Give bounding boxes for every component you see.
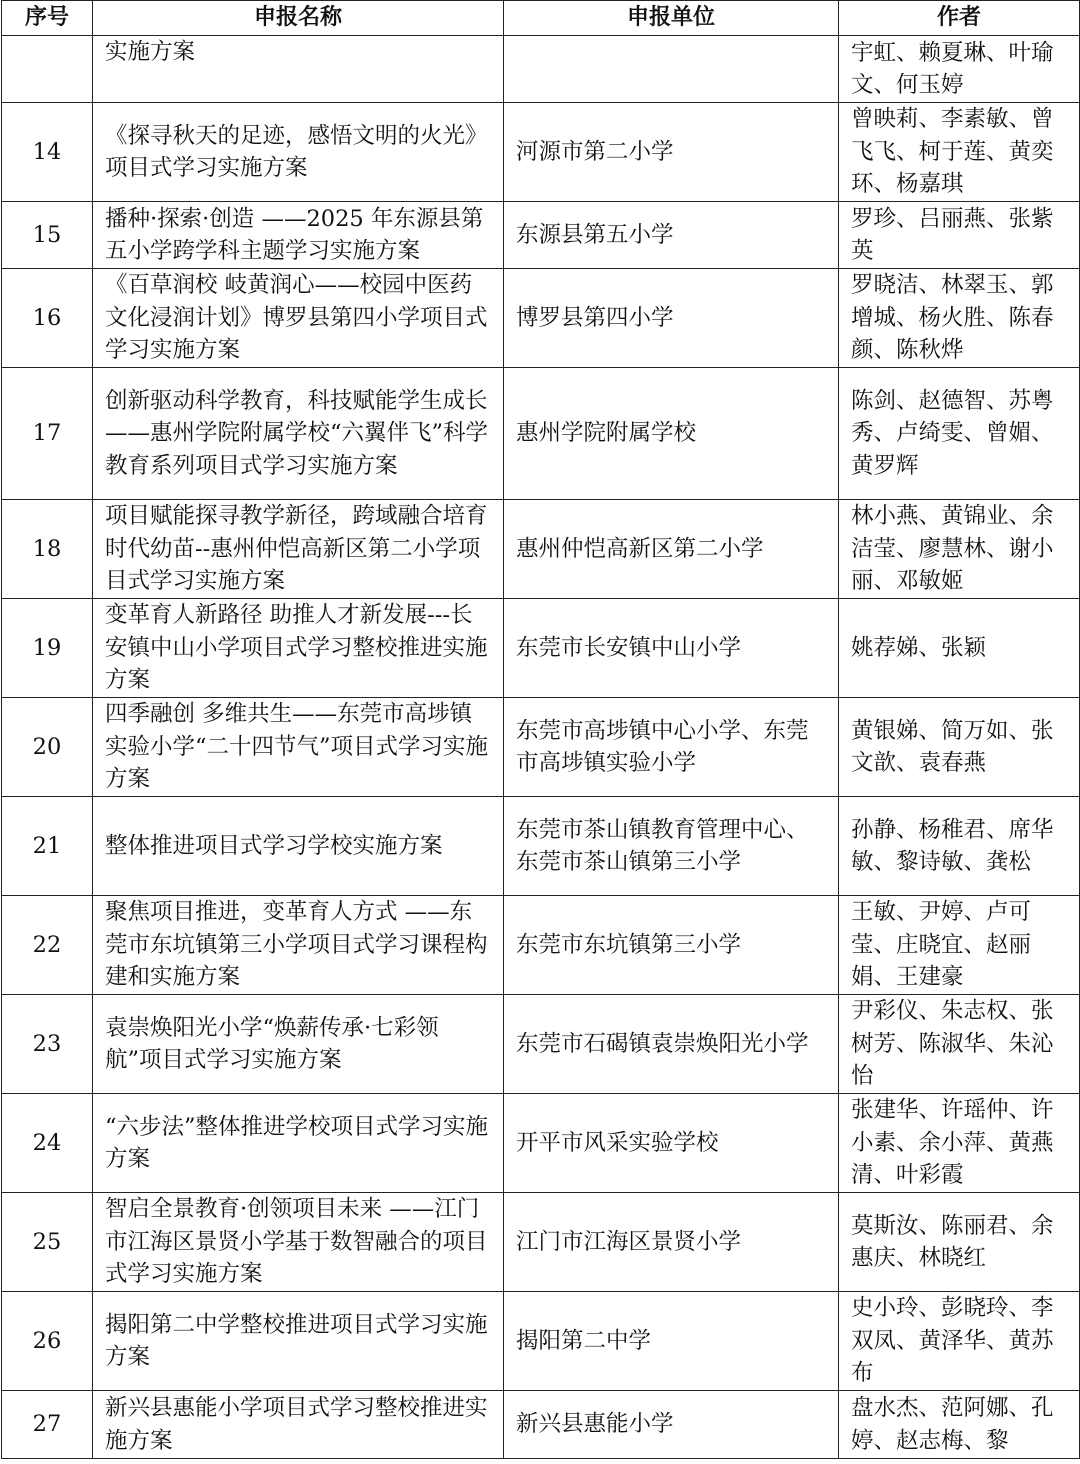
row-num: 16 [2, 269, 93, 368]
row-authors: 莫斯汝、陈丽君、余惠庆、林晓红 [839, 1193, 1080, 1292]
row-unit: 东莞市长安镇中山小学 [504, 599, 839, 698]
table-row [2, 269, 1080, 368]
row-name: 实施方案 [93, 36, 504, 103]
row-authors: 孙静、杨稚君、席华敏、黎诗敏、龚松 [839, 797, 1080, 896]
row-unit: 惠州学院附属学校 [504, 368, 839, 500]
row-authors: 盘水杰、范阿娜、孔婷、赵志梅、黎 [839, 1391, 1080, 1459]
row-authors: 宇虹、赖夏琳、叶瑜文、何玉婷 [839, 36, 1080, 103]
row-num: 17 [2, 368, 93, 500]
row-name: 新兴县惠能小学项目式学习整校推进实施方案 [93, 1391, 504, 1459]
row-num [2, 36, 93, 103]
row-authors: 姚荐娣、张颖 [839, 599, 1080, 698]
header-author: 作者 [839, 1, 1080, 36]
row-name: 四季融创 多维共生——东莞市高埗镇实验小学“二十四节气”项目式学习实施方案 [93, 698, 504, 797]
row-unit: 东莞市东坑镇第三小学 [504, 896, 839, 995]
row-authors: 黄银娣、简万如、张文歆、袁春燕 [839, 698, 1080, 797]
table-row [2, 1094, 1080, 1193]
table-row [2, 698, 1080, 797]
row-num: 24 [2, 1094, 93, 1193]
row-unit: 开平市风采实验学校 [504, 1094, 839, 1193]
row-name: 《百草润校 岐黄润心——校园中医药文化浸润计划》博罗县第四小学项目式学习实施方案 [93, 269, 504, 368]
table-body [2, 36, 1080, 1459]
row-name: 智启全景教育·创领项目未来 ——江门市江海区景贤小学基于数智融合的项目式学习实施方案 [93, 1193, 504, 1292]
header-name: 申报名称 [93, 1, 504, 36]
row-authors: 曾映莉、李素敏、曾飞飞、柯于莲、黄奕环、杨嘉琪 [839, 103, 1080, 202]
row-unit: 东源县第五小学 [504, 202, 839, 269]
row-name: 变革育人新路径 助推人才新发展---长安镇中山小学项目式学习整校推进实施方案 [93, 599, 504, 698]
row-num: 21 [2, 797, 93, 896]
table-row [2, 368, 1080, 500]
row-authors: 罗珍、吕丽燕、张紫英 [839, 202, 1080, 269]
table-row [2, 1292, 1080, 1391]
row-unit [504, 36, 839, 103]
row-authors: 王敏、尹婷、卢可莹、庄晓宜、赵丽娟、王建豪 [839, 896, 1080, 995]
row-unit: 新兴县惠能小学 [504, 1391, 839, 1459]
row-num: 27 [2, 1391, 93, 1459]
row-authors: 史小玲、彭晓玲、李双凤、黄泽华、黄苏布 [839, 1292, 1080, 1391]
table-row [2, 599, 1080, 698]
row-unit: 博罗县第四小学 [504, 269, 839, 368]
row-name: 创新驱动科学教育，科技赋能学生成长 ——惠州学院附属学校“六翼伴飞”科学教育系列项目式学习实施方案 [93, 368, 504, 500]
row-name: 聚焦项目推进，变革育人方式 ——东莞市东坑镇第三小学项目式学习课程构建和实施方案 [93, 896, 504, 995]
header-num: 序号 [2, 1, 93, 36]
table-row [2, 103, 1080, 202]
row-num: 20 [2, 698, 93, 797]
row-unit: 揭阳第二中学 [504, 1292, 839, 1391]
row-num: 18 [2, 500, 93, 599]
row-num: 25 [2, 1193, 93, 1292]
table-row [2, 797, 1080, 896]
row-num: 15 [2, 202, 93, 269]
row-authors: 罗晓洁、林翠玉、郭增城、杨火胜、陈春颜、陈秋烨 [839, 269, 1080, 368]
row-num: 22 [2, 896, 93, 995]
table-row [2, 896, 1080, 995]
table-header [2, 1, 1080, 36]
table-row [2, 202, 1080, 269]
row-name: 播种·探索·创造 ——2025 年东源县第五小学跨学科主题学习实施方案 [93, 202, 504, 269]
row-name: 揭阳第二中学整校推进项目式学习实施方案 [93, 1292, 504, 1391]
award-list-table [1, 0, 1080, 1459]
row-unit: 东莞市茶山镇教育管理中心、东莞市茶山镇第三小学 [504, 797, 839, 896]
row-name: 项目赋能探寻教学新径，跨域融合培育时代幼苗--惠州仲恺高新区第二小学项目式学习实施方案 [93, 500, 504, 599]
row-num: 26 [2, 1292, 93, 1391]
row-unit: 惠州仲恺高新区第二小学 [504, 500, 839, 599]
row-authors: 张建华、许瑶仲、许小素、余小萍、黄燕清、叶彩霞 [839, 1094, 1080, 1193]
row-num: 14 [2, 103, 93, 202]
table-row [2, 500, 1080, 599]
row-name: 袁崇焕阳光小学“焕薪传承·七彩领航”项目式学习实施方案 [93, 995, 504, 1094]
row-name: “六步法”整体推进学校项目式学习实施方案 [93, 1094, 504, 1193]
header-row [2, 1, 1080, 36]
row-name: 整体推进项目式学习学校实施方案 [93, 797, 504, 896]
table-row [2, 36, 1080, 103]
table-row [2, 1391, 1080, 1459]
table-row [2, 1193, 1080, 1292]
row-num: 19 [2, 599, 93, 698]
row-unit: 东莞市石碣镇袁崇焕阳光小学 [504, 995, 839, 1094]
row-authors: 林小燕、黄锦业、余洁莹、廖慧林、谢小丽、邓敏姬 [839, 500, 1080, 599]
row-unit: 东莞市高埗镇中心小学、东莞市高埗镇实验小学 [504, 698, 839, 797]
row-unit: 河源市第二小学 [504, 103, 839, 202]
row-num: 23 [2, 995, 93, 1094]
table-row [2, 995, 1080, 1094]
header-unit: 申报单位 [504, 1, 839, 36]
row-authors: 陈剑、赵德智、苏粤秀、卢绮雯、曾媚、黄罗辉 [839, 368, 1080, 500]
row-name: 《探寻秋天的足迹，感悟文明的火光》项目式学习实施方案 [93, 103, 504, 202]
row-authors: 尹彩仪、朱志权、张树芳、陈淑华、朱沁怡 [839, 995, 1080, 1094]
row-unit: 江门市江海区景贤小学 [504, 1193, 839, 1292]
